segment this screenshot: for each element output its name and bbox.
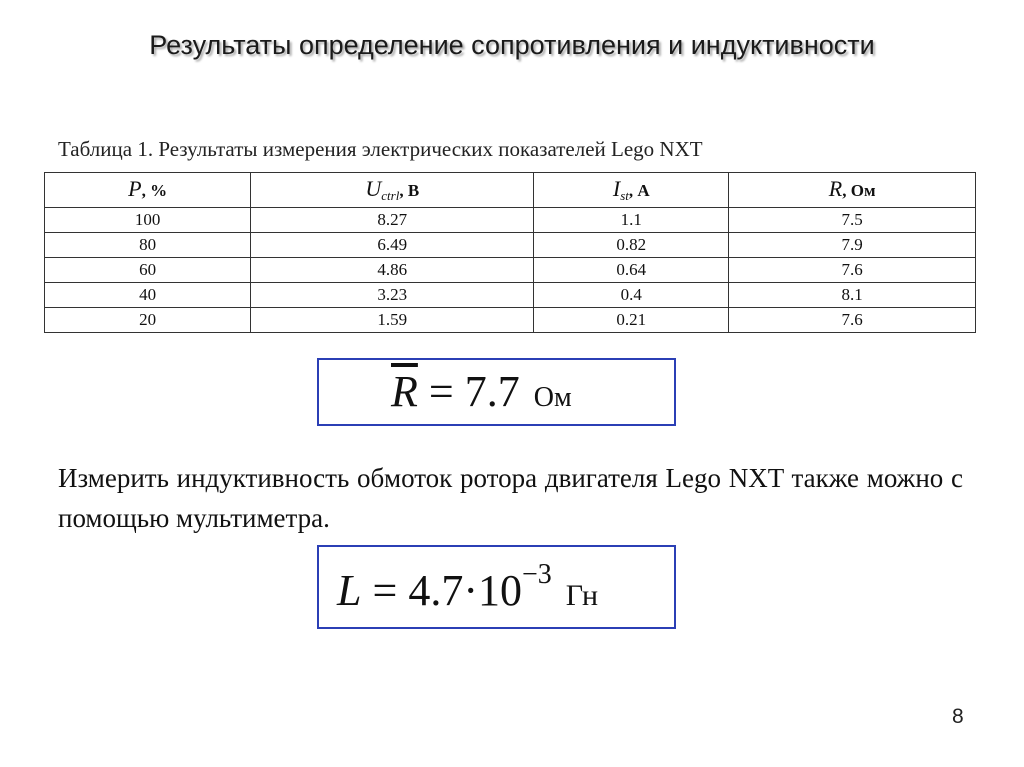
table-row <box>45 233 976 258</box>
table-cell: 1.1 <box>534 208 729 233</box>
table-row <box>45 283 976 308</box>
equals-sign: = <box>372 566 398 615</box>
table-cell: 8.27 <box>251 208 534 233</box>
slide-title: Результаты определение сопротивления и индуктивности <box>149 30 875 60</box>
mean-resistance-symbol: $\overline{R}$ <box>391 367 418 416</box>
resistance-unit: Ом <box>533 382 572 413</box>
table-cell: 0.21 <box>534 308 729 333</box>
multiply-dot: · <box>463 566 478 615</box>
table-cell: 7.9 <box>729 233 976 258</box>
equals-sign: = <box>428 367 454 416</box>
inductance-formula-box <box>317 545 676 629</box>
table-cell: 40 <box>45 283 251 308</box>
table-cell: 0.4 <box>534 283 729 308</box>
inductance-symbol: L <box>337 566 362 615</box>
table-cell: 3.23 <box>251 283 534 308</box>
resistance-formula-box <box>317 358 676 426</box>
table-cell: 100 <box>45 208 251 233</box>
header-voltage: $U_{ctrl}$, В <box>251 173 534 208</box>
header-current: $I_{st}$, А <box>534 173 729 208</box>
table-cell: 20 <box>45 308 251 333</box>
inductance-mantissa: 4.7 <box>408 566 464 615</box>
header-resistance: R, Ом <box>729 173 976 208</box>
power-exponent: −3 <box>521 559 552 590</box>
table-cell: 6.49 <box>251 233 534 258</box>
table-cell: 7.5 <box>729 208 976 233</box>
power-base: 10 <box>477 566 522 615</box>
table-cell: 80 <box>45 233 251 258</box>
table-row <box>45 308 976 333</box>
page-number: 8 <box>952 705 964 728</box>
resistance-value: 7.7 <box>464 367 520 416</box>
table-cell: 0.64 <box>534 258 729 283</box>
table-row <box>45 258 976 283</box>
inductance-formula <box>337 559 598 616</box>
table-cell: 7.6 <box>729 258 976 283</box>
table-cell: 1.59 <box>251 308 534 333</box>
header-power: P, % <box>45 173 251 208</box>
inductance-paragraph: Измерить индуктивность обмоток ротора двигателя Lego NXT также можно с помощью мультиметра. <box>58 463 963 533</box>
inductance-unit: Гн <box>565 579 599 612</box>
table-cell: 60 <box>45 258 251 283</box>
table-caption: Таблица 1. Результаты измерения электрических показателей Lego NXT <box>58 137 703 161</box>
table-row <box>45 208 976 233</box>
measurement-table <box>44 172 976 333</box>
table-header-row <box>45 173 976 208</box>
table-cell: 0.82 <box>534 233 729 258</box>
table-cell: 4.86 <box>251 258 534 283</box>
table-cell: 7.6 <box>729 308 976 333</box>
resistance-formula <box>391 366 572 417</box>
table-cell: 8.1 <box>729 283 976 308</box>
